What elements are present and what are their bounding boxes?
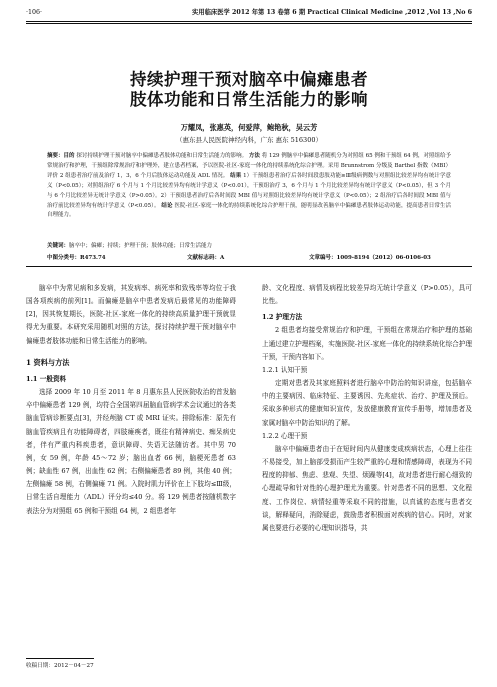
body-paragraph: 2 组患者均接受常规治疗和护理，干预组在常规治疗和护理的基础上通过建立护理档案，实施医院-社区-家庭一体化的持续系统化综合护理干预，干预内容如下。 <box>262 326 472 361</box>
running-header <box>26 6 472 20</box>
results-text: 1）干预组患者治疗后各时间段患肢功能≥Ⅲ级病例数与对照组比较差异均有统计学意义（P<0.05）；对照组治疗 6 个月与 1 个月比较差异均有统计学意义（P<0.01），干预组治疗 3，6 个月与 1 个月比较差异均有统计学意义（P<0.05），但 3 个月与 6 个月比较差异无统计学意义（P>0.05）。2）干预组患者治疗后各时间段 MBI 值与对照组比较差异均有统计学意义（P<0.05）；2 组治疗后各时间段 MBI 值与治疗前比较差异均有统计学意义（P<0.05）。 <box>47 172 451 209</box>
subsubsection-heading: 1.2.1 认知干预 <box>262 365 308 374</box>
article-title-line2: 肢体功能和日常生活能力的影响 <box>130 90 368 109</box>
article-number: 文章编号：1009-8194（2012）06-0106-03 <box>309 255 431 261</box>
keywords <box>47 241 451 251</box>
section-heading: 1 资料与方法 <box>26 357 70 367</box>
body-paragraph: 定期对患者及其家庭照料者进行脑卒中防治的知识讲座，包括脑卒中的主要病因、临床特征、主要诱因、先兆症状、治疗、护理及预后。采取多种形式的健康知识宣传，发放健康教育宣传手册等，增加患者及家属对脑卒中防治知识的了解。 <box>262 379 472 427</box>
keywords-text: 脑卒中；偏瘫；持续；护理干预；肢体功能；日常生活能力 <box>69 243 213 249</box>
results-label: 结果 <box>230 172 242 179</box>
objective-label: 目的 <box>63 153 75 159</box>
footnote-rule <box>26 658 94 659</box>
conclusion-text: 医院-社区-家庭一体化的持续系统化综合护理干预，能明显改善脑卒中偏瘫患者肢体运动功能，提高患者日常生活自理能力。 <box>47 202 451 219</box>
author-list: 万耀凤，张惠英，何爱萍，鲍艳秋，吴云芳 <box>180 123 318 132</box>
subsection-heading: 1.1 一般资料 <box>26 374 67 383</box>
abstract <box>47 152 451 221</box>
conclusion-label: 结论 <box>161 202 173 209</box>
received-date-footnote: 收稿日期：2012－04－27 <box>26 663 94 669</box>
body-paragraph-continued: 龄、文化程度、病情及病程比较差异均无统计学意义（P>0.05），具可比性。 <box>262 284 472 306</box>
abstract-separator <box>26 266 472 267</box>
methods-text: 将 129 例脑卒中偏瘫患者随机分为对照组 65 例和干预组 64 例，对照组给予常规治疗和护理，干预组除常规治疗和护理外，建立患者档案，予以医院-社区-家庭一体化的持续系统化综合护理。采用 Brunnstrom 分级及 Barthel 指数（MBI）评价 2 组患者治疗前及治疗 1，3，6 个月后肢体运动功能及 ADL 情况。 <box>47 153 451 179</box>
methods-label: 方法 <box>248 153 260 159</box>
classification-line <box>47 253 451 263</box>
subsection-heading: 1.2 护理方法 <box>262 313 303 322</box>
clc-number: 中图分类号：R473.74 <box>47 255 106 261</box>
subsubsection-heading: 1.2.2 心理干预 <box>262 431 308 440</box>
journal-citation: 实用临床医学 2012 年第 13 卷第 6 期 Practical Clinical Medicine ,2012 ,Vol 13 ,No 6 <box>192 9 472 16</box>
objective-text: 探讨持续护理干预对脑卒中偏瘫患者肢体功能和日常生活能力的影响。 <box>76 153 248 159</box>
header-rule <box>26 21 472 22</box>
header-rule-thin <box>26 23 472 24</box>
body-paragraph: 脑卒中偏瘫患者由于在短时间内从健康变成疾病状态，心理上往往不易接受，加上脑部受损而产生较严重的心理和情感障碍，表现为不同程度的抑郁、焦虑、悲观、失望、烦躁等[4]，故对患者进行耐心细致的心理疏导和针对性的心理护理尤为重要。针对患者不同的思想、文化程度、工作岗位、病情轻重等采取不同的措施，以真诚的态度与患者交谈，解释疑问，消除疑虑，鼓励患者积极面对疾病的信心。同时，对家属也要进行必要的心理知识指导，共 <box>262 444 472 532</box>
abstract-label: 摘要： <box>47 153 64 159</box>
affiliation: （惠东县人民医院神经内科，广东 惠东 516300） <box>176 136 322 144</box>
right-column <box>262 282 472 535</box>
intro-paragraph: 脑卒中为常见病和多发病，其发病率、病死率和致残率等均位于我国各项疾病的前列[1]。而偏瘫是脑卒中患者发病后最常见的功能障碍[2]，因其恢复期长，医院-社区-家庭一体化的持续高质量护理干预就显得尤为重要。本研究采用随机对照的方法，探讨持续护理干预对脑卒中偏瘫患者肢体功能和日常生活能力的影响。 <box>26 284 236 345</box>
article-title-line1: 持续护理干预对脑卒中偏瘫患者 <box>130 70 368 89</box>
document-code: 文献标志码：A <box>187 255 225 261</box>
body-paragraph: 选择 2009 年 10 月至 2011 年 8 月惠东县人民医院收治的首发脑卒中偏瘫患者 129 例，均符合全国第四届脑血管病学术会议通过的各类脑血管病诊断要点[3]，并经颅脑 CT 或 MRI 证实。排除标准：原先有脑血管疾病且有功能障碍者，四肢瘫痪者，既往有精神病史、痴呆病史者，伴有严重内科疾患者，意识障碍、失语无法随访者。其中男 70 例，女 59 例，年龄 45～72 岁；脑出血者 66 例，脑梗死患者 63 例；缺血性 67 例，出血性 62 例；右侧偏瘫患者 89 例，其他 40 例；左侧偏瘫 58 例，右侧偏瘫 71 例。入院时肌力评价在上下肢均≤Ⅲ级，日常生活自理能力（ADL）评分均≤40 分。将 129 例患者按随机数字表法分为对照组 65 例和干预组 64 例，2 组患者年 <box>26 388 236 515</box>
page-number: ·106· <box>26 9 43 16</box>
left-column <box>26 282 236 518</box>
keywords-label: 关键词： <box>47 243 70 249</box>
